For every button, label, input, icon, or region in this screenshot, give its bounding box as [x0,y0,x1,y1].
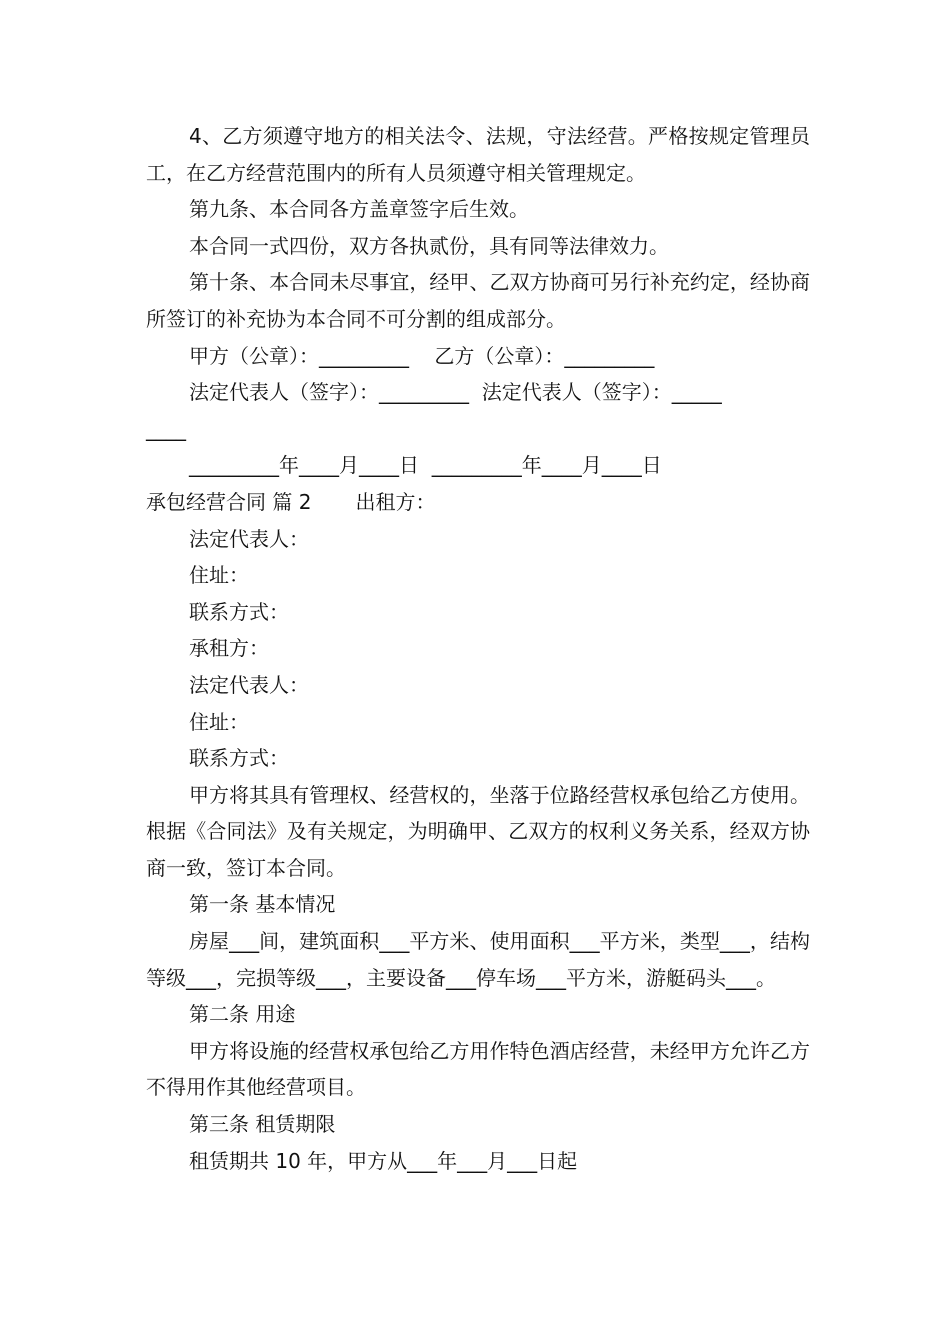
document-body [146,118,810,1179]
party-field-address-a: 住址： [189,563,249,588]
paragraph-article-10: 第十条、本合同未尽事宜，经甲、乙双方协商可另行补充约定，经协商所签订的补充协为本合同不可分割的组成部分。 [146,270,810,331]
party-field-legal-rep-b: 法定代表人： [189,672,309,697]
signature-seal-line: 甲方（公章）：_________ 乙方（公章）：_________ [189,343,655,368]
section-2-title: 承包经营合同 篇 2 [146,489,312,514]
signature-legal-rep-continuation: ____ [146,416,186,441]
paragraph-intro: 甲方将其具有管理权、经营权的，坐落于位路经营权承包给乙方使用。根据《合同法》及有关规定，为明确甲、乙双方的权利义务关系，经双方协商一致，签订本合同。 [146,782,810,880]
party-field-legal-rep-a: 法定代表人： [189,526,309,551]
article-2-body: 甲方将设施的经营权承包给乙方用作特色酒店经营，未经甲方允许乙方不得用作其他经营项目。 [146,1038,810,1100]
article-3-body: 租赁期共 10 年，甲方从___年___月___日起 [189,1148,578,1173]
paragraph-article-9: 第九条、本合同各方盖章签字后生效。 [189,197,529,222]
signature-date-line: _________年____月____日 _________年____月____日 [189,453,662,478]
article-1-title: 第一条 基本情况 [189,892,336,917]
article-1-body: 房屋___间，建筑面积___平方米、使用面积___平方米，类型___，结构等级___，完损等级___，主要设备___停车场___平方米，游艇码头___。 [146,929,810,990]
party-field-address-b: 住址： [189,709,249,734]
article-2-title: 第二条 用途 [189,1002,296,1027]
party-field-contact-a: 联系方式： [189,599,289,624]
lessor-label: 出租方： [355,489,436,514]
paragraph-clause-4: 4、乙方须遵守地方的相关法令、法规，守法经营。严格按规定管理员工，在乙方经营范围内的所有人员须遵守相关管理规定。 [146,124,810,185]
article-3-title: 第三条 租赁期限 [189,1112,336,1137]
section-2-heading-line [146,484,810,521]
party-field-contact-b: 联系方式： [189,746,289,771]
party-field-lessee: 承租方： [189,636,269,661]
signature-legal-rep-line: 法定代表人（签字）：_________ 法定代表人（签字）：_____ [189,380,722,405]
paragraph-copies: 本合同一式四份，双方各执贰份，具有同等法律效力。 [189,233,669,258]
